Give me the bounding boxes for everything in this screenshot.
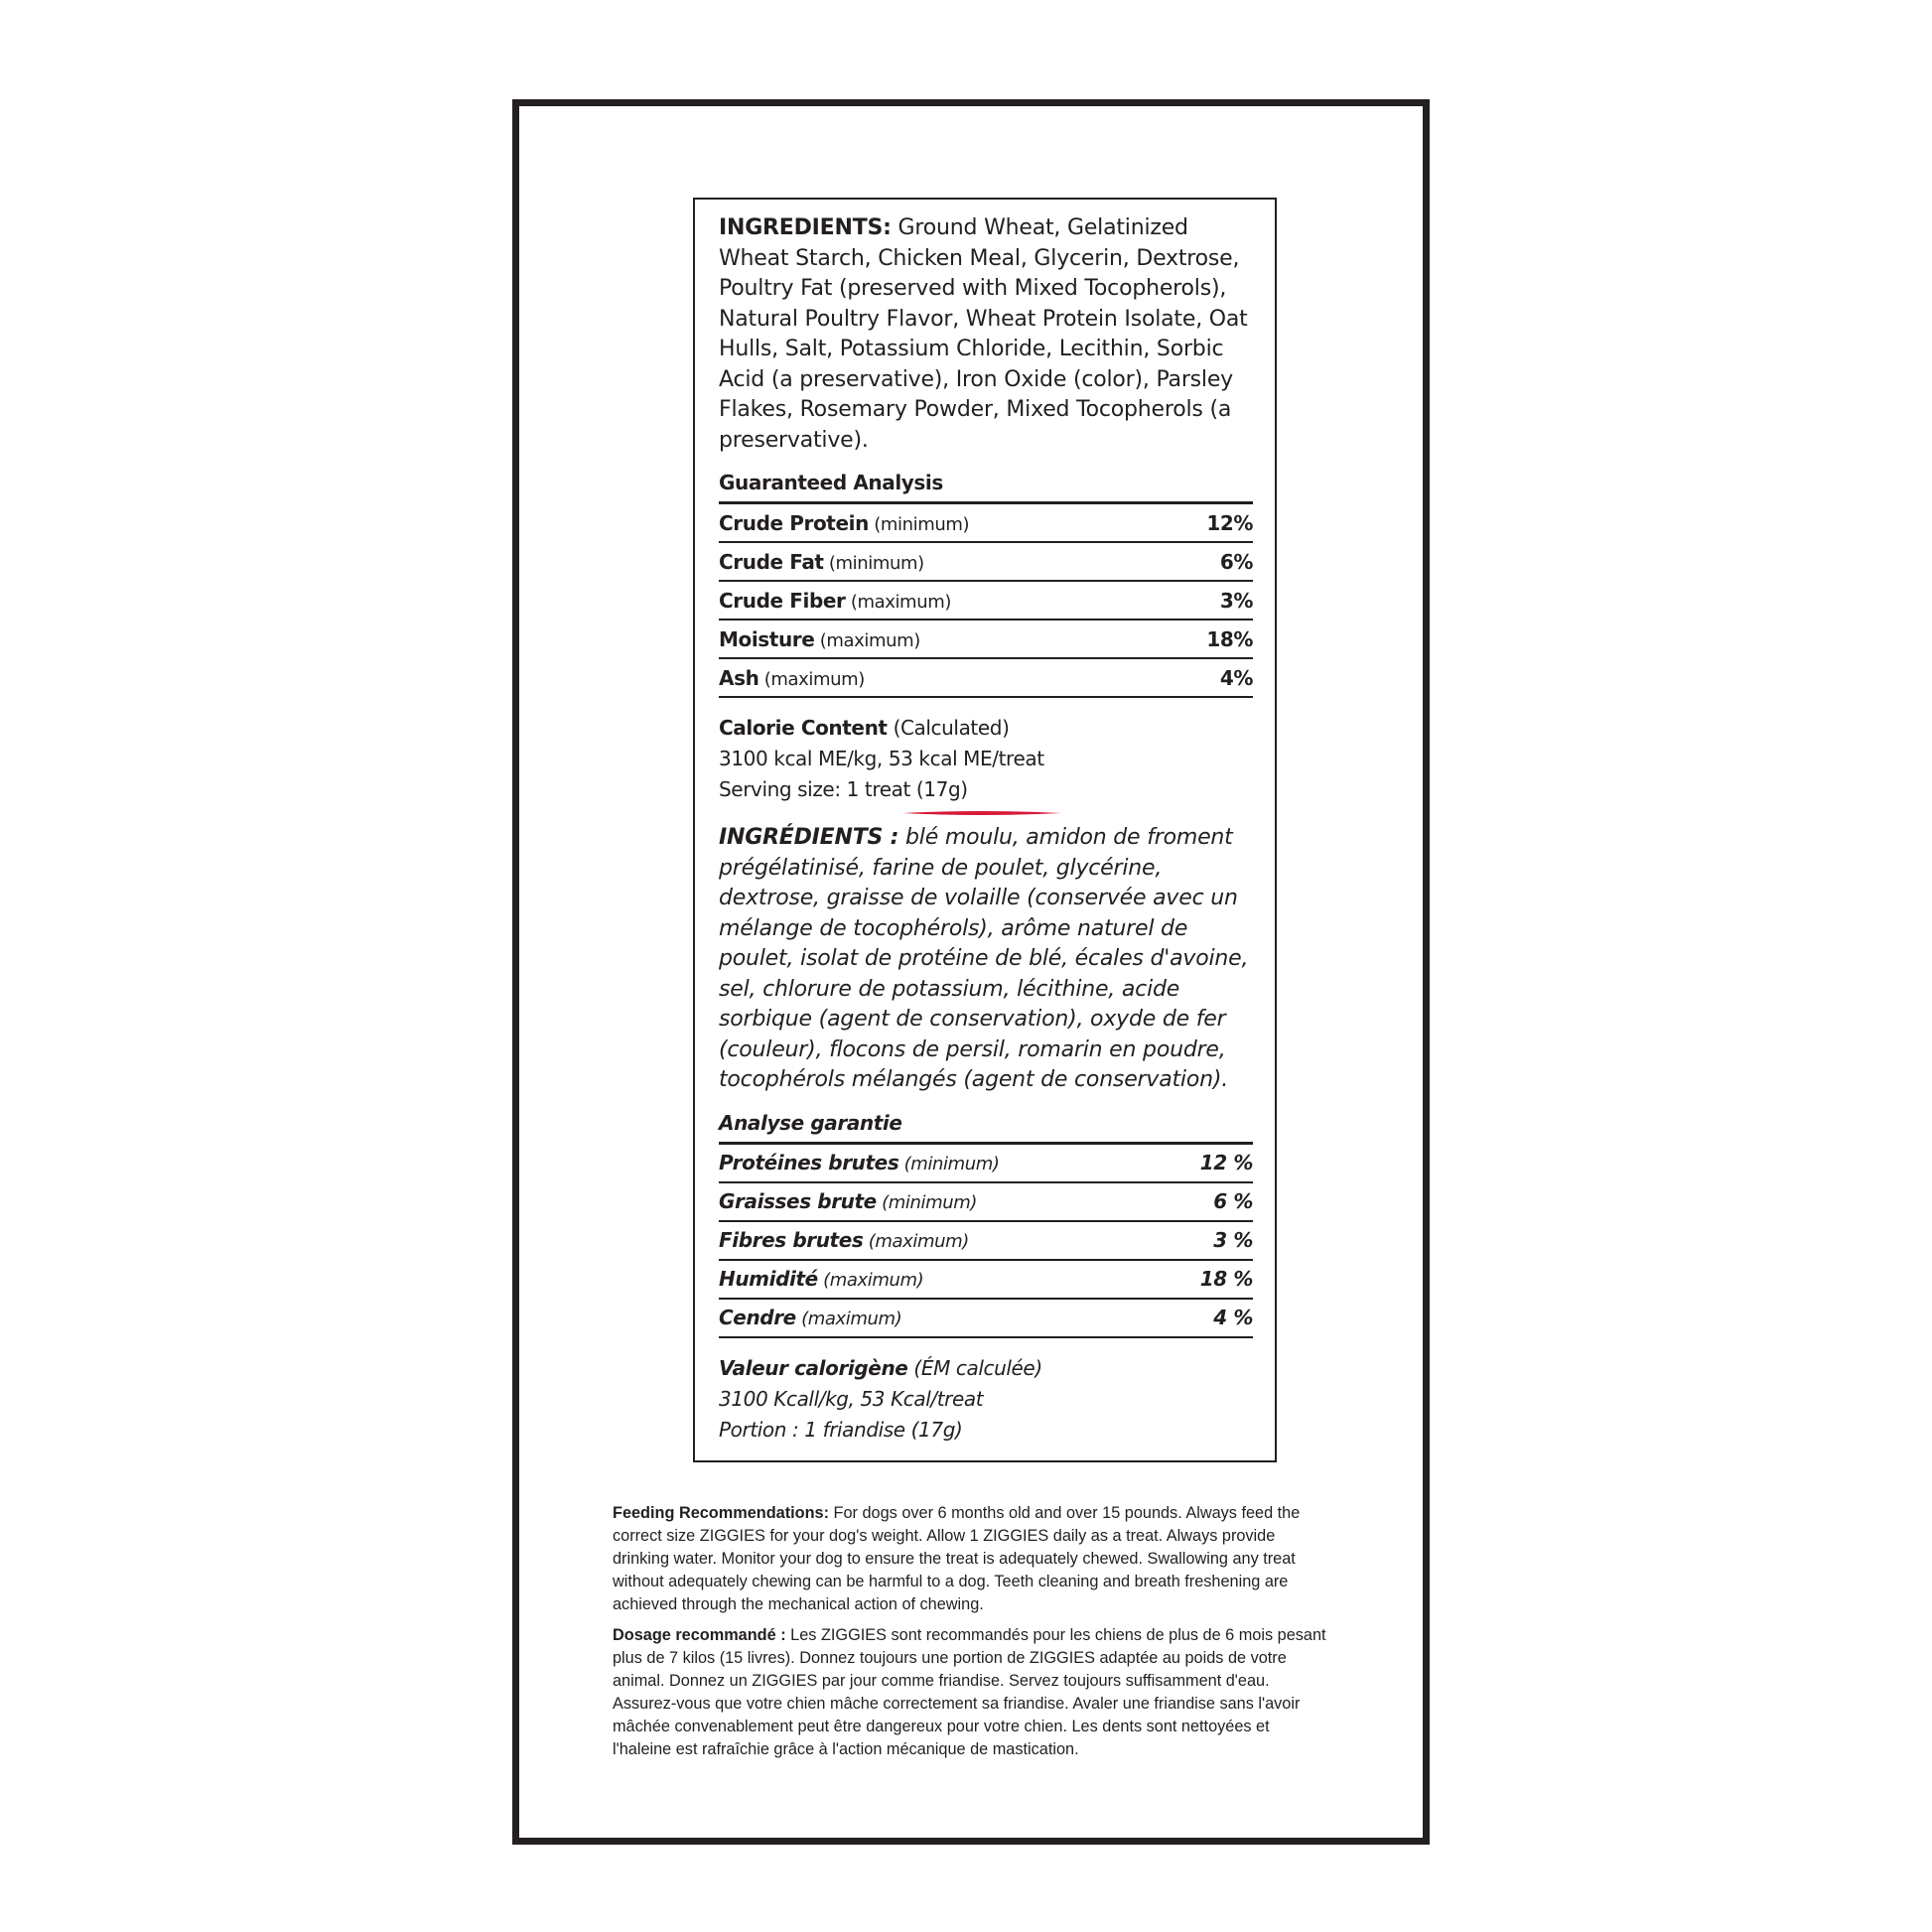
nutrient-value: 12% [1170, 503, 1253, 543]
ingredients-fr-text: blé moulu, amidon de froment prégélatinisé, farine de poulet, glycérine, dextrose, graisse de volaille (conservée avec un mélange de tocophérols), arôme naturel de poulet, isolat de protéine de blé, écales d'avoine, sel, chlorure de potassium, lécithine, acide sorbique (agent de conservation), oxyde de fer (couleur), flocons de persil, romarin en poudre, tocophérols mélangés (agent de conservation). [719, 825, 1249, 1092]
analysis-nutrient [719, 1182, 1169, 1221]
feeding-fr-text: Les ZIGGIES sont recommandés pour les chiens de plus de 6 mois pesant plus de 7 kilos (15 livres). Donnez toujours une portion de ZIGGIES adaptée au poids de votre animal. Donnez un ZIGGIES par jour comme friandise. Servez toujours suffisamment d'eau. Assurez-vous que votre chien mâche correctement sa friandise. Avaler une friandise sans l'avoir mâchée convenablement peut être dangereux pour votre chien. Les dents sont nettoyées et l'haleine est rafraîchie grâce à l'action mécanique de mastication. [613, 1626, 1326, 1758]
nutrient-qualifier: (maximum) [814, 629, 920, 651]
nutrient-value: 4 % [1169, 1299, 1253, 1337]
feeding-en [613, 1502, 1327, 1616]
calorie-block-en [719, 713, 1253, 805]
calorie-qualifier-fr: (ÉM calculée) [907, 1355, 1042, 1380]
nutrient-value: 4% [1170, 658, 1253, 697]
nutrient-qualifier: (maximum) [817, 1270, 924, 1291]
calorie-label-fr: Valeur calorigène [719, 1355, 908, 1380]
analysis-nutrient [719, 1260, 1169, 1299]
nutrient-name: Protéines brutes [719, 1151, 899, 1174]
analysis-nutrient [719, 581, 1170, 620]
nutrition-label-box [693, 198, 1277, 1462]
calorie-qualifier-en: (Calculated) [887, 716, 1010, 740]
nutrient-qualifier: (maximum) [845, 591, 951, 613]
nutrient-qualifier: (minimum) [876, 1192, 978, 1213]
nutrient-qualifier: (minimum) [898, 1154, 1000, 1174]
feeding-en-label: Feeding Recommendations: [613, 1504, 830, 1522]
analysis-table-fr [719, 1142, 1253, 1338]
analysis-row [719, 1143, 1253, 1182]
analysis-row [719, 1260, 1253, 1299]
analysis-nutrient [719, 658, 1170, 697]
analysis-title-en: Guaranteed Analysis [719, 471, 943, 494]
analysis-row [719, 542, 1253, 581]
nutrient-qualifier: (maximum) [795, 1309, 902, 1329]
ingredients-fr-label: INGRÉDIENTS : [719, 825, 899, 850]
serving-size-fr: Portion : 1 friandise (17g) [719, 1417, 963, 1442]
analysis-row [719, 1182, 1253, 1221]
nutrient-name: Crude Fiber [719, 588, 846, 613]
feeding-fr-label: Dosage recommandé : [613, 1626, 786, 1644]
nutrient-value: 18 % [1169, 1260, 1253, 1299]
nutrient-name: Crude Fat [719, 549, 824, 574]
analysis-row [719, 581, 1253, 620]
nutrient-value: 12 % [1169, 1143, 1253, 1182]
analysis-nutrient [719, 542, 1170, 581]
calorie-value-fr: 3100 Kcall/kg, 53 Kcal/treat [719, 1386, 984, 1411]
calorie-label-en: Calorie Content [719, 716, 888, 740]
nutrient-name: Moisture [719, 626, 815, 651]
analysis-row [719, 1299, 1253, 1337]
nutrient-name: Cendre [719, 1306, 796, 1329]
analysis-nutrient [719, 620, 1170, 658]
nutrient-value: 3 % [1169, 1221, 1253, 1260]
nutrient-value: 18% [1170, 620, 1253, 658]
nutrient-qualifier: (maximum) [759, 668, 865, 690]
analysis-row [719, 658, 1253, 697]
analysis-nutrient [719, 1221, 1169, 1260]
red-swoosh-divider-icon [902, 809, 1061, 817]
nutrient-value: 6% [1170, 542, 1253, 581]
nutrient-qualifier: (maximum) [863, 1231, 969, 1252]
analysis-nutrient [719, 503, 1170, 543]
nutrient-value: 3% [1170, 581, 1253, 620]
nutrient-qualifier: (minimum) [823, 552, 924, 574]
analysis-row [719, 620, 1253, 658]
ingredients-fr [719, 823, 1253, 1096]
nutrient-name: Crude Protein [719, 510, 869, 535]
ingredients-en-text: Ground Wheat, Gelatinized Wheat Starch, Chicken Meal, Glycerin, Dextrose, Poultry Fat (preserved with Mixed Tocopherols), Natural Poultry Flavor, Wheat Protein Isolate, Oat Hulls, Salt, Potassium Chloride, Lecithin, Sorbic Acid (a preservative), Iron Oxide (color), Parsley Flakes, Rosemary Powder, Mixed Tocopherols (a preservative). [719, 215, 1248, 453]
analysis-row [719, 503, 1253, 543]
ingredients-en-label: INGREDIENTS: [719, 215, 892, 240]
nutrient-qualifier: (minimum) [868, 513, 970, 535]
nutrient-name: Graisses brute [719, 1189, 877, 1213]
ingredients-en [719, 213, 1253, 456]
nutrient-name: Ash [719, 665, 759, 690]
nutrient-name: Fibres brutes [719, 1228, 864, 1252]
analysis-nutrient [719, 1299, 1169, 1337]
feeding-recommendations [613, 1502, 1327, 1769]
feeding-en-text: For dogs over 6 months old and over 15 pounds. Always feed the correct size ZIGGIES for your dog's weight. Allow 1 ZIGGIES daily as a treat. Always provide drinking water. Monitor your dog to ensure the treat is adequately chewed. Swallowing any treat without adequately chewing can be harmful to a dog. Teeth cleaning and breath freshening are achieved through the mechanical action of chewing. [613, 1504, 1301, 1613]
feeding-fr [613, 1624, 1327, 1761]
calorie-block-fr [719, 1353, 1253, 1446]
nutrient-name: Humidité [719, 1267, 818, 1291]
analysis-table-en [719, 501, 1253, 698]
analysis-nutrient [719, 1143, 1169, 1182]
nutrient-value: 6 % [1169, 1182, 1253, 1221]
analysis-title-fr: Analyse garantie [719, 1110, 902, 1135]
analysis-row [719, 1221, 1253, 1260]
serving-size-en: Serving size: 1 treat (17g) [719, 777, 968, 801]
calorie-value-en: 3100 kcal ME/kg, 53 kcal ME/treat [719, 747, 1044, 770]
